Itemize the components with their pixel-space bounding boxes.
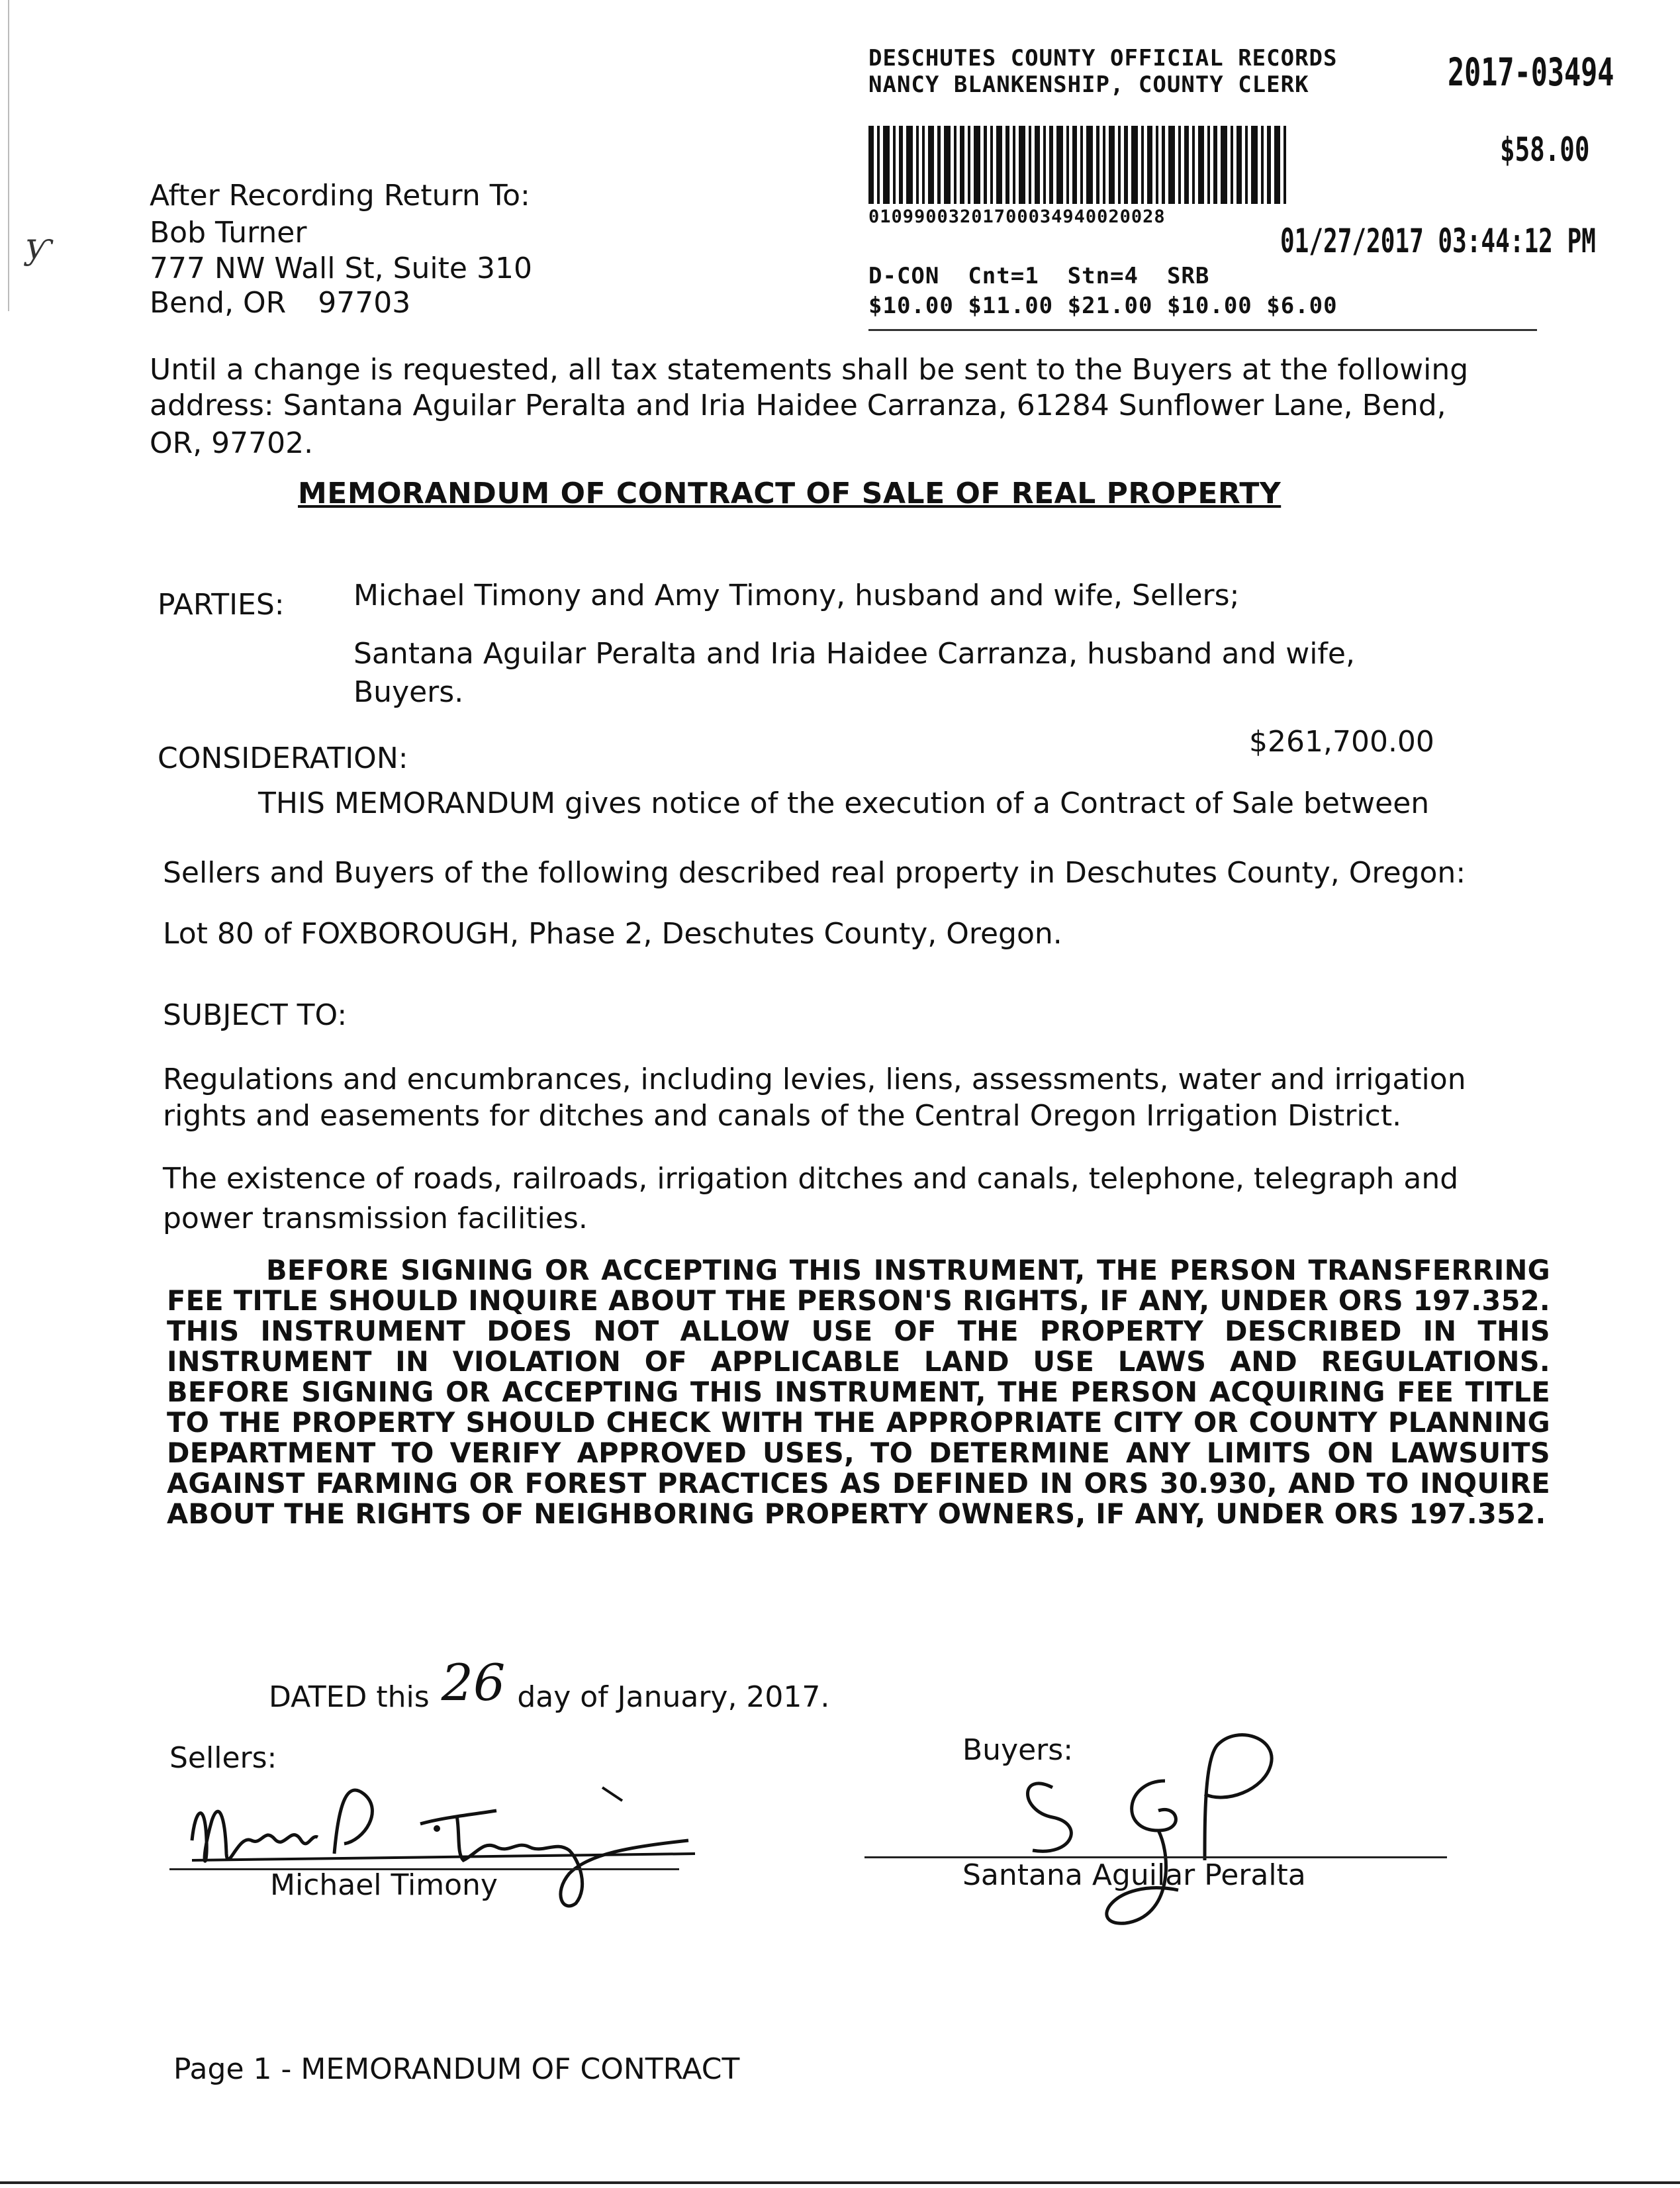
fee-2: $11.00 [968, 293, 1054, 319]
fee-4: $10.00 [1166, 293, 1252, 319]
return-to-zip: 97703 [318, 286, 411, 320]
subject-item1-line2: rights and easements for ditches and canals of the Central Oregon Irrigation District. [163, 1099, 1402, 1133]
parties-buyers-line1: Santana Aguilar Peralta and Iria Haidee Carranza, husband and wife, [353, 637, 1355, 671]
page-footer: Page 1 - MEMORANDUM OF CONTRACT [173, 2052, 740, 2086]
stamp-rule [868, 329, 1537, 331]
recording-codes [868, 263, 1209, 289]
tax-statement-line2: address: Santana Aguilar Peralta and Iria Haidee Carranza, 61284 Sunflower Lane, Bend, [150, 389, 1446, 422]
return-to-city [150, 286, 410, 320]
barcode-number: 01099003201700034940020028 [868, 207, 1166, 227]
return-to-street: 777 NW Wall St, Suite 310 [150, 252, 532, 285]
dated-line [269, 1653, 830, 1715]
margin-handwritten-mark: ƴ [25, 225, 52, 267]
fee-1: $10.00 [868, 293, 954, 319]
code-station: Stn=4 [1067, 263, 1139, 289]
dated-day-handwritten: 26 [441, 1653, 506, 1712]
return-to-city-state: Bend, OR [150, 286, 287, 320]
property-description: Lot 80 of FOXBOROUGH, Phase 2, Deschutes County, Oregon. [163, 917, 1062, 951]
consideration-label: CONSIDERATION: [158, 741, 408, 775]
dated-prefix: DATED this [269, 1680, 430, 1714]
subject-item2-line2: power transmission facilities. [163, 1202, 588, 1235]
subject-item2-line1: The existence of roads, railroads, irrigation ditches and canals, telephone, telegraph and [163, 1162, 1459, 1196]
code-doc-type: D-CON [868, 263, 940, 289]
recording-fees [868, 293, 1338, 319]
seller-name: Michael Timony [270, 1868, 498, 1902]
tax-statement-line3: OR, 97702. [150, 426, 314, 460]
consideration-amount: $261,700.00 [1249, 725, 1434, 759]
buyer-signature [1006, 1718, 1350, 1936]
subject-to-label: SUBJECT TO: [163, 998, 348, 1032]
parties-label: PARTIES: [158, 588, 285, 622]
return-to-name: Bob Turner [150, 216, 307, 250]
document-title: MEMORANDUM OF CONTRACT OF SALE OF REAL PROPERTY [298, 477, 1282, 510]
dated-suffix: day of January, 2017. [517, 1680, 830, 1714]
scan-edge-left [8, 0, 9, 311]
code-clerk: SRB [1166, 263, 1210, 289]
parties-buyers-line2: Buyers. [353, 675, 464, 709]
recording-office-line2: NANCY BLANKENSHIP, COUNTY CLERK [868, 71, 1309, 98]
tax-statement-line1: Until a change is requested, all tax statements shall be sent to the Buyers at the following [150, 353, 1469, 387]
recorded-datetime: 01/27/2017 03:44:12 PM [1280, 222, 1596, 260]
fee-3: $21.00 [1067, 293, 1153, 319]
barcode [868, 126, 1391, 204]
parties-sellers: Michael Timony and Amy Timony, husband and wife, Sellers; [353, 579, 1240, 612]
recording-office-line1: DESCHUTES COUNTY OFFICIAL RECORDS [868, 45, 1338, 71]
statutory-warning: BEFORE SIGNING OR ACCEPTING THIS INSTRUMENT, THE PERSON TRANSFERRING FEE TITLE SHOULD INQUIRE ABOUT THE PERSON'S RIGHTS, IF ANY, UNDER ORS 197.352. THIS INSTRUMENT DOES NOT ALLOW USE OF THE PROPERTY DESCRIBED IN THIS INSTRUMENT IN VIOLATION OF APPLICABLE LAND USE LAWS AND REGULATIONS. BEFORE SIGNING OR ACCEPTING THIS INSTRUMENT, THE PERSON ACQUIRING FEE TITLE TO THE PROPERTY SHOULD CHECK WITH THE APPROPRIATE CITY OR COUNTY PLANNING DEPARTMENT TO VERIFY APPROVED USES, TO DETERMINE ANY LIMITS ON LAWSUITS AGAINST FARMING OR FOREST PRACTICES AS DEFINED IN ORS 30.930, AND TO INQUIRE ABOUT THE RIGHTS OF NEIGHBORING PROPERTY OWNERS, IF ANY, UNDER ORS 197.352. [167, 1254, 1550, 1530]
fee-5: $6.00 [1266, 293, 1338, 319]
notice-line1: THIS MEMORANDUM gives notice of the execution of a Contract of Sale between [258, 786, 1430, 820]
code-count: Cnt=1 [968, 263, 1039, 289]
buyers-label: Buyers: [962, 1733, 1074, 1767]
total-fee: $58.00 [1500, 130, 1590, 169]
subject-item1-line1: Regulations and encumbrances, including levies, liens, assessments, water and irrigation [163, 1063, 1466, 1096]
scan-edge-bottom [0, 2181, 1680, 2184]
notice-line2: Sellers and Buyers of the following described real property in Deschutes County, Oregon: [163, 856, 1466, 890]
document-number: 2017-03494 [1448, 50, 1614, 95]
sellers-label: Sellers: [169, 1741, 277, 1775]
return-to-heading: After Recording Return To: [150, 179, 530, 213]
buyer-name: Santana Aguilar Peralta [962, 1858, 1306, 1892]
